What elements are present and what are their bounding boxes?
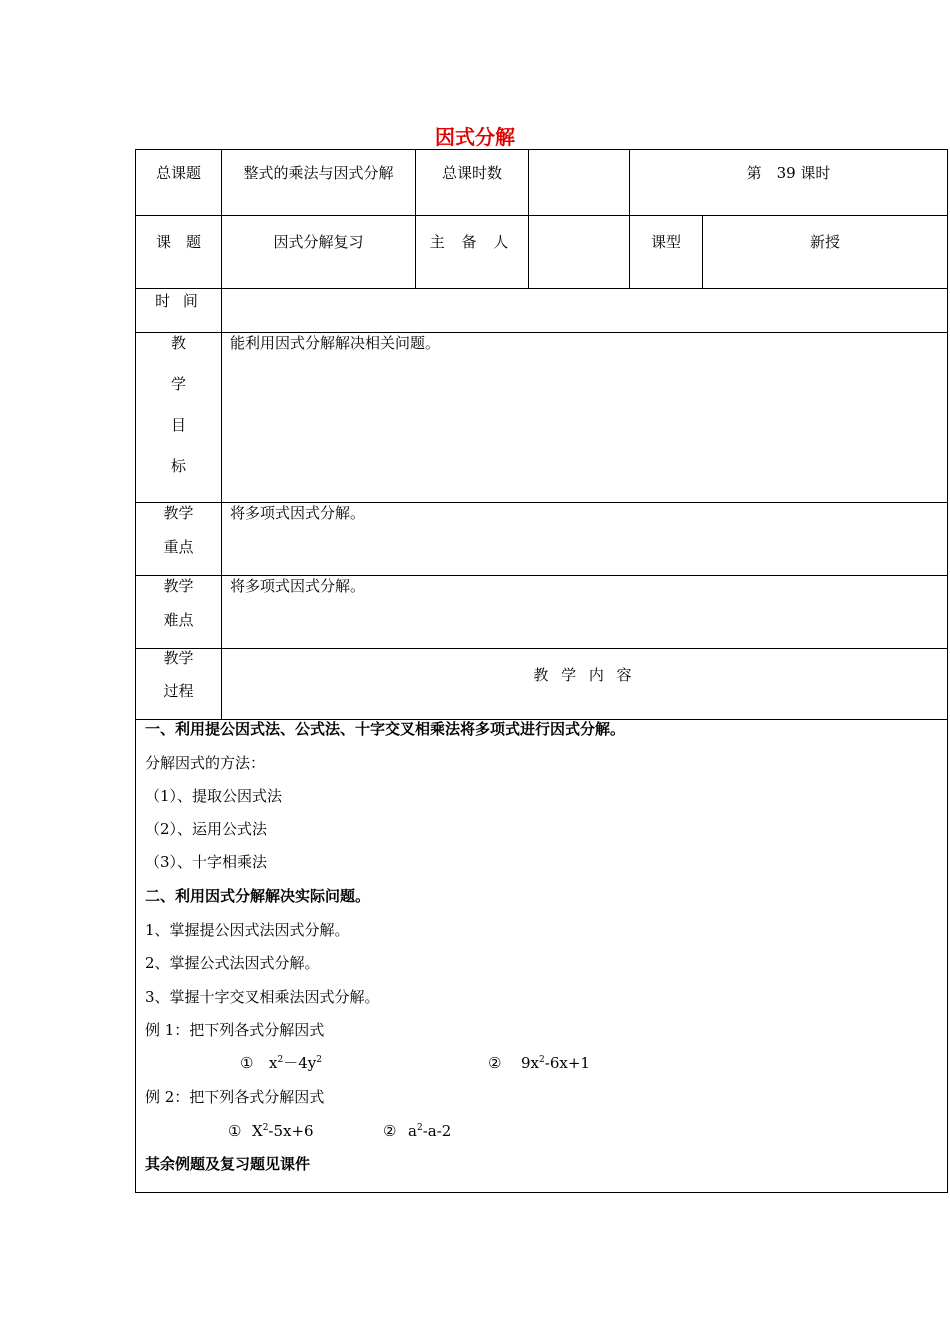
hours-label: 总课时数: [441, 164, 502, 182]
methods-intro: 分解因式的方法：: [145, 754, 266, 772]
cell-time: [221, 288, 948, 333]
example-2b-number: ②: [383, 1122, 397, 1140]
period-value: 第 39 课时: [746, 164, 831, 182]
focus-label-1: 教学: [163, 504, 194, 522]
time-label: 时 间: [155, 292, 202, 310]
difficulty-text: 将多项式因式分解。: [230, 577, 366, 595]
cell-lesson: [221, 215, 416, 289]
type-value: 新授: [809, 233, 840, 251]
method-item: （1）、提取公因式法: [145, 787, 283, 805]
example-2b-expression: $a^2-a-2$: [408, 1122, 452, 1140]
method-item: （3）、十字相乘法: [145, 853, 268, 871]
example-1a-number: ①: [240, 1054, 254, 1072]
example-2a-expression: $X^2-5x+6$: [252, 1122, 314, 1140]
document-title: 因式分解: [435, 125, 515, 149]
point-item: 2、掌握公式法因式分解。: [145, 954, 320, 972]
cell-type-label: [629, 215, 703, 289]
example-2a-number: ①: [228, 1122, 242, 1140]
cell-preparer: [528, 215, 630, 289]
point-item: 3、掌握十字交叉相乘法因式分解。: [145, 988, 380, 1006]
example-2-title: 例 2：把下列各式分解因式: [145, 1088, 325, 1106]
example-1-title: 例 1：把下列各式分解因式: [145, 1021, 325, 1039]
method-item: （2）、运用公式法: [145, 820, 268, 838]
section-1-heading: 一、利用提公因式法、公式法、十字交叉相乘法将多项式进行因式分解。: [145, 720, 626, 738]
example-1a-expression: $x^2-4y^2$: [269, 1054, 322, 1072]
topic-value: 整式的乘法与因式分解: [243, 164, 394, 182]
focus-label-2: 重点: [163, 538, 194, 556]
process-label-2: 过程: [163, 682, 194, 700]
lesson-value: 因式分解复习: [273, 233, 364, 251]
cell-lesson-label: [135, 215, 222, 289]
goals-label-3: 目: [170, 416, 186, 434]
focus-text: 将多项式因式分解。: [230, 504, 366, 522]
topic-label: 总课题: [155, 164, 201, 182]
closing-note: 其余例题及复习题见课件: [145, 1155, 311, 1173]
example-1b-expression: $9x^2-6x+1$: [521, 1054, 590, 1072]
cell-hours: [528, 149, 630, 216]
goals-label-1: 教: [170, 334, 186, 352]
process-label-1: 教学: [163, 649, 194, 667]
process-heading: 教 学 内 容: [533, 666, 636, 684]
cell-goals: [221, 332, 948, 503]
cell-preparer-label: [415, 215, 529, 289]
type-label: 课型: [650, 233, 681, 251]
example-1b-number: ②: [488, 1054, 502, 1072]
difficulty-label-1: 教学: [163, 577, 194, 595]
lesson-label: 课 题: [155, 233, 201, 251]
goals-label-4: 标: [170, 457, 186, 475]
difficulty-label-2: 难点: [163, 611, 194, 629]
cell-type: [702, 215, 948, 289]
section-2-heading: 二、利用因式分解解决实际问题。: [145, 887, 371, 905]
point-item: 1、掌握提公因式法因式分解。: [145, 921, 350, 939]
goals-label-2: 学: [170, 375, 186, 393]
preparer-label: 主 备 人: [429, 233, 515, 251]
goals-text: 能利用因式分解解决相关问题。: [230, 334, 441, 352]
